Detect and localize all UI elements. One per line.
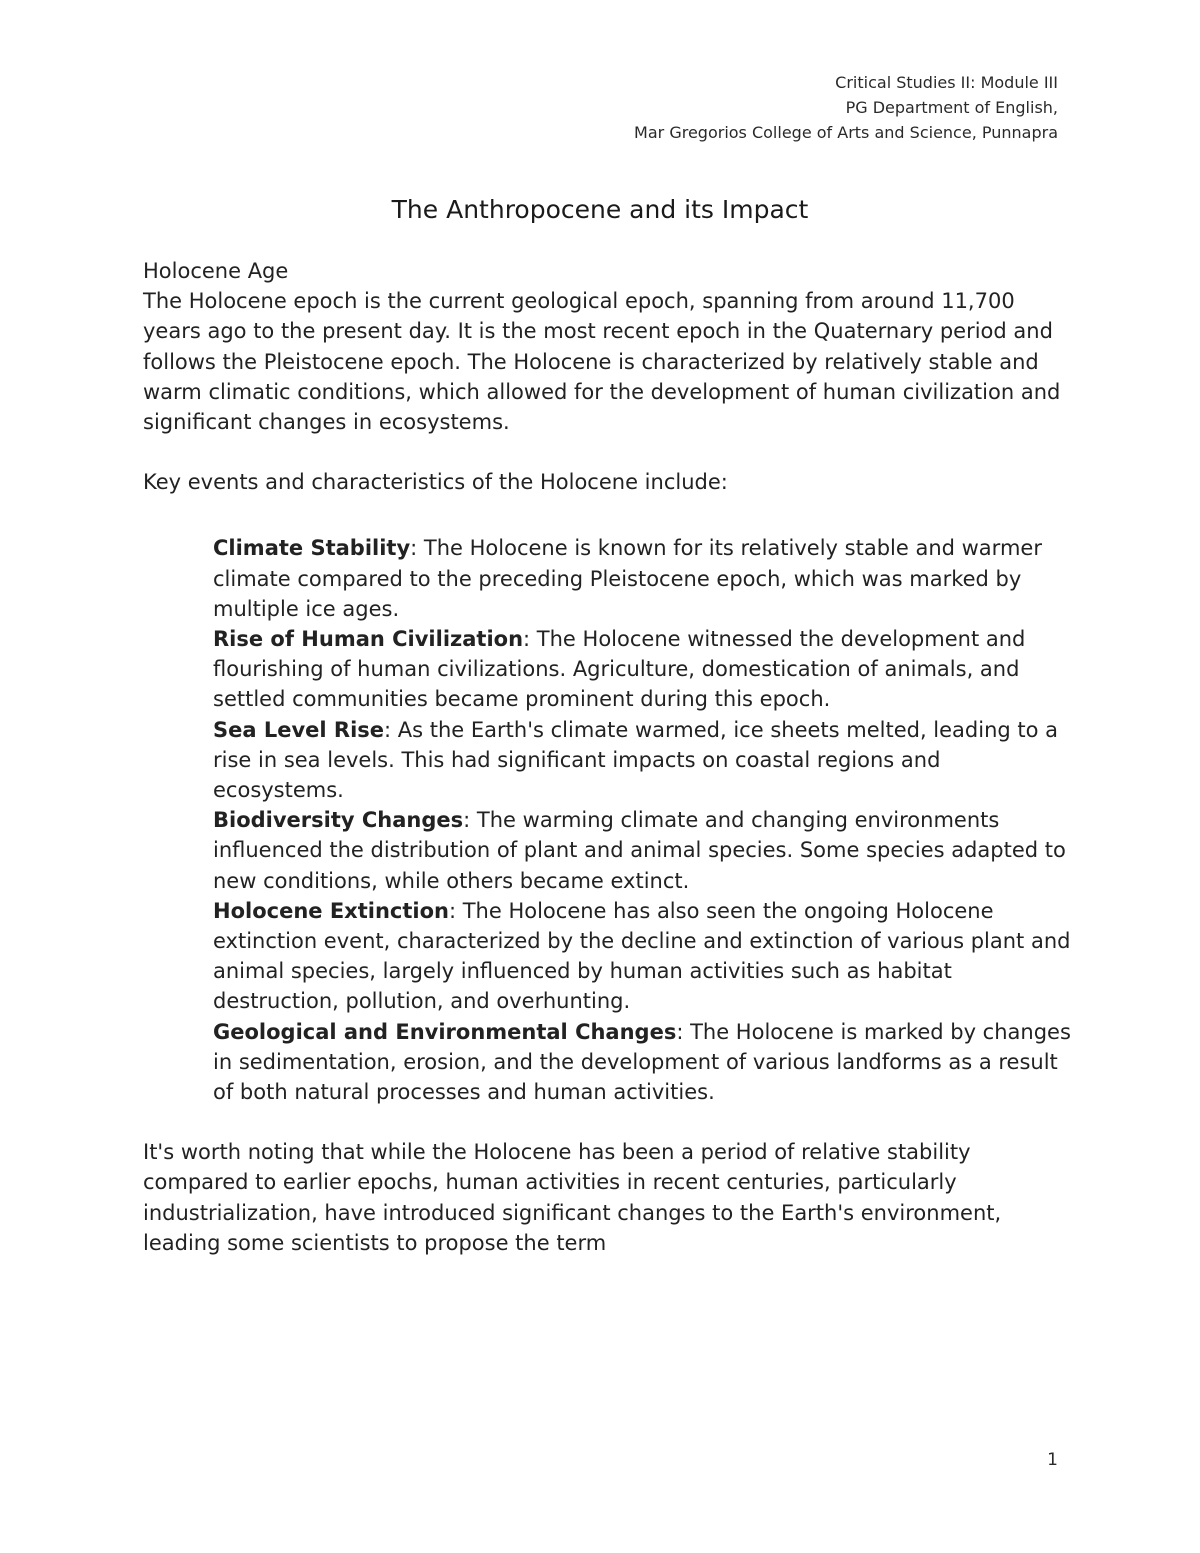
characteristics-list xyxy=(213,533,1073,1107)
item-text: : The warming climate and changing environments influenced the distribution of plant and animal species. Some species adapted to new conditions, while others became extinct. xyxy=(213,808,1066,893)
item-term: Climate Stability xyxy=(213,536,411,561)
item-text: : The Holocene has also seen the ongoing Holocene extinction event, characterized by the decline and extinction of various plant and animal species, largely influenced by human activities such as habitat destruction, pollution, and overhunting. xyxy=(213,898,1071,1014)
item-text: : The Holocene is marked by changes in sedimentation, erosion, and the development of various landforms as a result of both natural processes and human activities. xyxy=(213,1019,1071,1105)
section-heading: Holocene Age xyxy=(143,259,289,283)
list-intro: Key events and characteristics of the Holocene include: xyxy=(143,470,728,495)
header-department: PG Department of English, xyxy=(845,98,1058,117)
header-course: Critical Studies II: Module III xyxy=(835,73,1058,92)
item-term: Geological and Environmental Changes xyxy=(213,1019,677,1044)
intro-paragraph: The Holocene epoch is the current geological epoch, spanning from around 11,700 years ago to the present day. It is the most recent epoch in the Quaternary period and follows the Pleistocene epoch. The Holocene is characterized by relatively stable and warm climatic conditions, which allowed for the development of human civilization and significant changes in ecosystems. xyxy=(143,289,1061,435)
document-body xyxy=(143,256,1071,1258)
closing-paragraph: It's worth noting that while the Holocene has been a period of relative stability compared to earlier epochs, human activities in recent centuries, particularly industrialization, have introduced significant changes to the Earth's environment, leading some scientists to propose the term xyxy=(143,1140,1002,1255)
document-title: The Anthropocene and its Impact xyxy=(391,195,809,224)
list-item xyxy=(213,805,1073,896)
header-college: Mar Gregorios College of Arts and Science, Punnapra xyxy=(634,123,1058,142)
list-item xyxy=(213,624,1073,715)
list-item xyxy=(213,715,1073,806)
page-header xyxy=(634,70,1058,145)
item-term: Sea Level Rise xyxy=(213,717,385,742)
item-term: Biodiversity Changes xyxy=(213,808,464,833)
item-term: Holocene Extinction xyxy=(213,898,449,923)
item-term: Rise of Human Civilization xyxy=(213,627,524,652)
list-item xyxy=(213,533,1073,624)
list-item xyxy=(213,896,1073,1017)
page-number: 1 xyxy=(1047,1450,1058,1470)
list-item xyxy=(213,1017,1073,1108)
item-text: : The Holocene witnessed the development and flourishing of human civilizations. Agriculture, domestication of animals, and settled communities became prominent during this epoch. xyxy=(213,627,1026,712)
item-text: : As the Earth's climate warmed, ice sheets melted, leading to a rise in sea levels. This had significant impacts on coastal regions and ecosystems. xyxy=(213,717,1059,803)
item-text: : The Holocene is known for its relatively stable and warmer climate compared to the preceding Pleistocene epoch, which was marked by multiple ice ages. xyxy=(213,536,1042,621)
